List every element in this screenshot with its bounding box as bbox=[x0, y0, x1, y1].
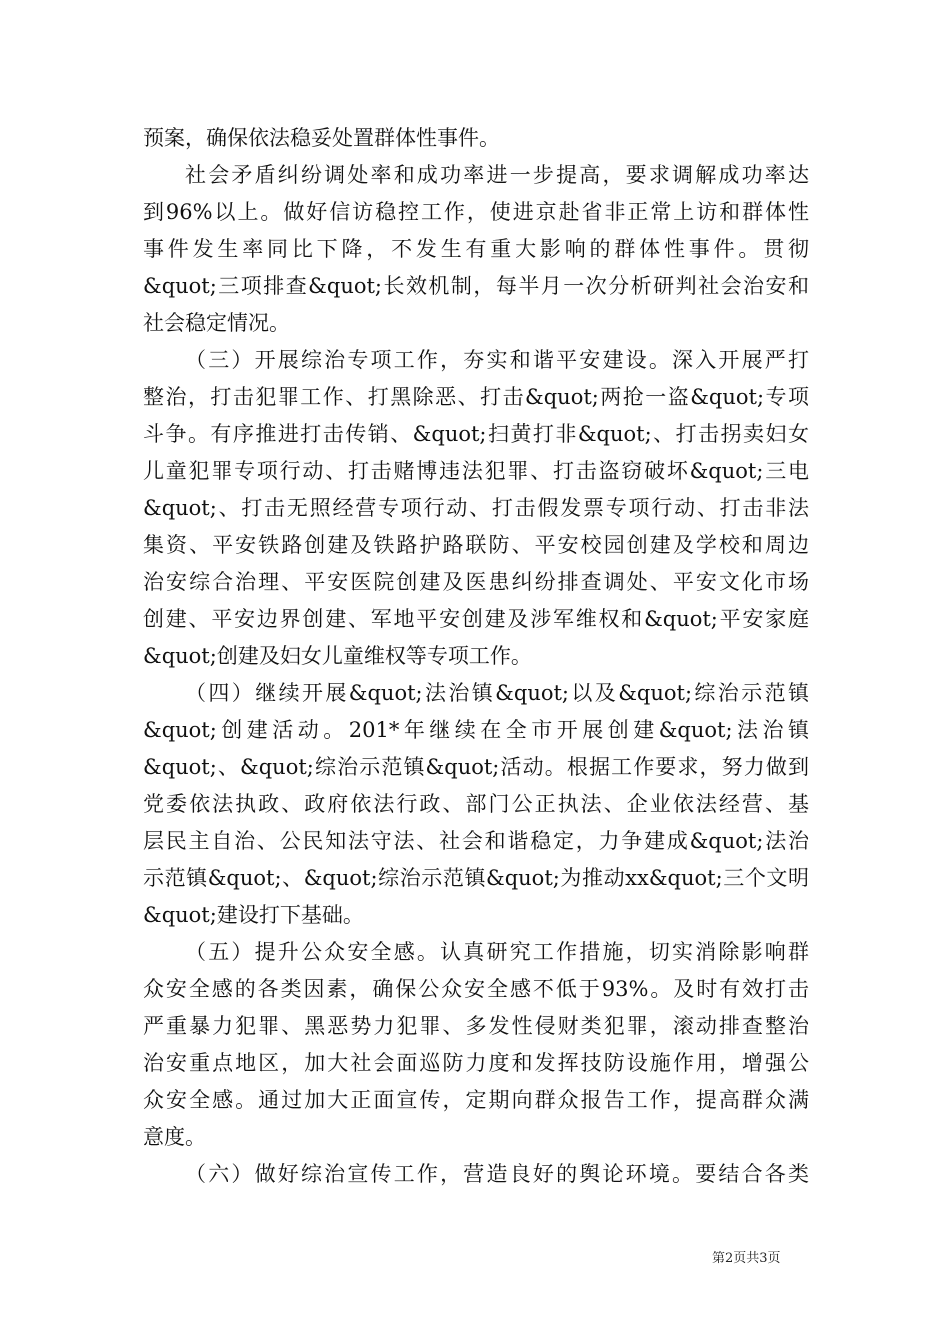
text-line: 层民主自治、公民知法守法、社会和谐稳定，力争建成&quot;法治 bbox=[143, 829, 809, 853]
text-line: 治安综合治理、平安医院创建及医患纠纷排查调处、平安文化市场 bbox=[143, 570, 809, 594]
paragraph bbox=[143, 934, 809, 1156]
paragraph bbox=[143, 675, 809, 934]
text-line: &quot;三项排查&quot;长效机制，每半月一次分析研判社会治安和 bbox=[143, 274, 809, 298]
text-line: 治安重点地区，加大社会面巡防力度和发挥技防设施作用，增强公 bbox=[143, 1051, 809, 1075]
text-line: &quot;、打击无照经营专项行动、打击假发票专项行动、打击非法 bbox=[143, 496, 809, 520]
text-line: 事件发生率同比下降，不发生有重大影响的群体性事件。贯彻 bbox=[143, 237, 809, 261]
text-line: 到96%以上。做好信访稳控工作，使进京赴省非正常上访和群体性 bbox=[143, 200, 809, 224]
text-line: （四）继续开展&quot;法治镇&quot;以及&quot;综治示范镇 bbox=[185, 681, 809, 705]
paragraph bbox=[143, 157, 809, 342]
text-line: （三）开展综治专项工作，夯实和谐平安建设。深入开展严打 bbox=[185, 348, 809, 372]
text-line: 众安全感。通过加大正面宣传，定期向群众报告工作，提高群众满 bbox=[143, 1088, 809, 1112]
text-line: &quot;、&quot;综治示范镇&quot;活动。根据工作要求，努力做到 bbox=[143, 755, 809, 779]
text-line: 整治，打击犯罪工作、打黑除恶、打击&quot;两抢一盗&quot;专项 bbox=[143, 385, 809, 409]
text-line: 斗争。有序推进打击传销、&quot;扫黄打非&quot;、打击拐卖妇女 bbox=[143, 422, 809, 446]
text-line: 社会矛盾纠纷调处率和成功率进一步提高，要求调解成功率达 bbox=[185, 163, 809, 187]
text-line: &quot;创建及妇女儿童维权等专项工作。 bbox=[143, 644, 532, 668]
paragraph bbox=[143, 120, 809, 157]
text-line: 意度。 bbox=[143, 1125, 206, 1149]
text-line: （六）做好综治宣传工作，营造良好的舆论环境。要结合各类 bbox=[185, 1162, 809, 1186]
text-line: 预案，确保依法稳妥处置群体性事件。 bbox=[143, 126, 500, 150]
paragraph bbox=[143, 342, 809, 675]
text-line: 社会稳定情况。 bbox=[143, 311, 290, 335]
text-line: &quot;建设打下基础。 bbox=[143, 903, 364, 927]
text-line: 集资、平安铁路创建及铁路护路联防、平安校园创建及学校和周边 bbox=[143, 533, 809, 557]
text-line: 创建、平安边界创建、军地平安创建及涉军维权和&quot;平安家庭 bbox=[143, 607, 809, 631]
text-line: 严重暴力犯罪、黑恶势力犯罪、多发性侵财类犯罪，滚动排查整治 bbox=[143, 1014, 809, 1038]
paragraph bbox=[143, 1156, 809, 1193]
page-number: 第2页共3页 bbox=[712, 1251, 781, 1266]
text-line: （五）提升公众安全感。认真研究工作措施，切实消除影响群 bbox=[185, 940, 809, 964]
document-body bbox=[143, 120, 809, 1193]
text-line: 儿童犯罪专项行动、打击赌博违法犯罪、打击盗窃破坏&quot;三电 bbox=[143, 459, 809, 483]
text-line: 示范镇&quot;、&quot;综治示范镇&quot;为推动xx&quot;三个文明 bbox=[143, 866, 809, 890]
text-line: 党委依法执政、政府依法行政、部门公正执法、企业依法经营、基 bbox=[143, 792, 809, 816]
text-line: &quot;创建活动。201*年继续在全市开展创建&quot;法治镇 bbox=[143, 718, 809, 742]
text-line: 众安全感的各类因素，确保公众安全感不低于93%。及时有效打击 bbox=[143, 977, 809, 1001]
